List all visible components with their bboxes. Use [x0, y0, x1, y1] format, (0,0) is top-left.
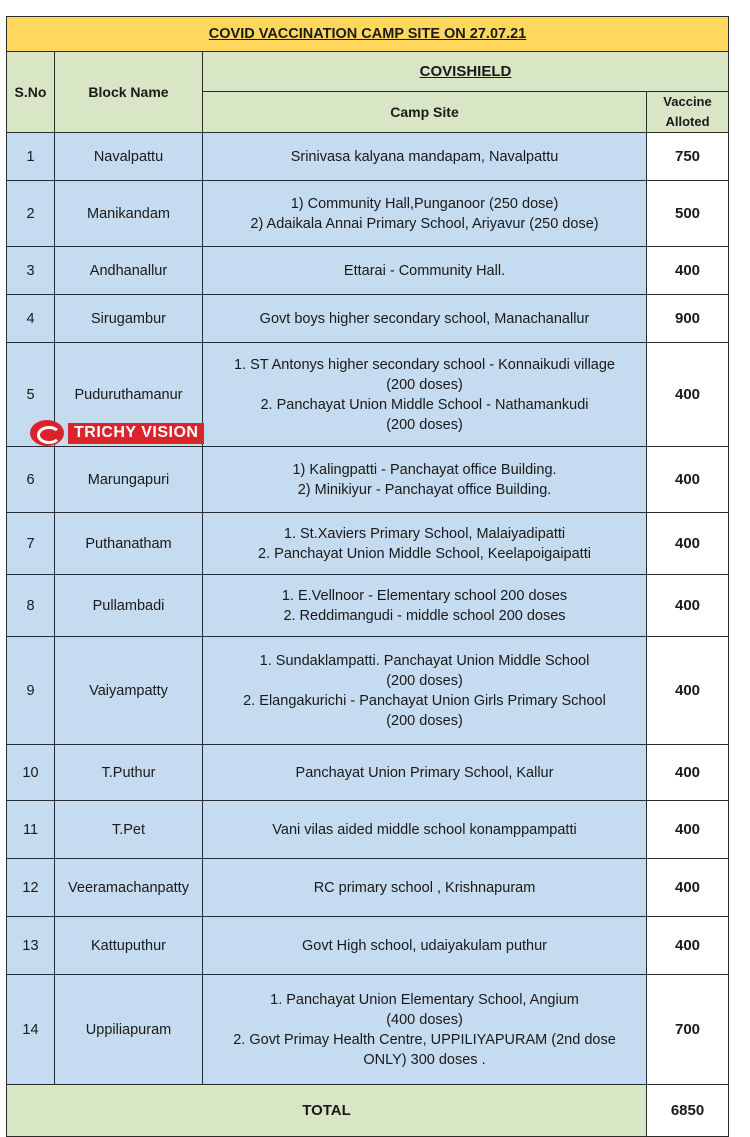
cell-block-name: Navalpattu: [55, 133, 203, 181]
camp-site-line: (200 doses): [386, 376, 463, 393]
cell-sno: 13: [7, 917, 55, 975]
cell-block-name: Sirugambur: [55, 295, 203, 343]
camp-site-line: Panchayat Union Primary School, Kallur: [295, 764, 554, 781]
header-row-1: [7, 52, 729, 92]
camp-site-line: 2. Panchayat Union Middle School, Keelapoigaipatti: [258, 545, 591, 562]
table-row: [7, 295, 729, 343]
cell-sno: 14: [7, 975, 55, 1085]
table-row: [7, 637, 729, 745]
camp-site-line: (400 doses): [386, 1011, 463, 1028]
cell-sno: 9: [7, 637, 55, 745]
cell-camp-site: [203, 801, 647, 859]
cell-sno: 8: [7, 575, 55, 637]
table-row: [7, 745, 729, 801]
cell-block-name: Uppiliapuram: [55, 975, 203, 1085]
cell-vaccine-alloted: 400: [647, 575, 729, 637]
total-value: 6850: [647, 1085, 729, 1137]
header-vaccine-alloted: [647, 92, 729, 133]
camp-site-line: 1) Community Hall,Punganoor (250 dose): [290, 195, 559, 212]
cell-camp-site: [203, 859, 647, 917]
cell-block-name: Veeramachanpatty: [55, 859, 203, 917]
header-block-name: Block Name: [55, 52, 203, 133]
cell-vaccine-alloted: 400: [647, 917, 729, 975]
camp-site-line: ONLY) 300 doses .: [363, 1051, 486, 1068]
table-row: [7, 181, 729, 247]
camp-site-line: 2. Reddimangudi - middle school 200 doses: [283, 607, 566, 624]
cell-block-name: T.Puthur: [55, 745, 203, 801]
cell-vaccine-alloted: 900: [647, 295, 729, 343]
vaccination-table: [6, 16, 729, 1137]
camp-site-line: Govt boys higher secondary school, Manachanallur: [259, 310, 590, 327]
cell-camp-site: [203, 513, 647, 575]
cell-camp-site: [203, 247, 647, 295]
camp-site-line: 2. Elangakurichi - Panchayat Union Girls Primary School: [243, 692, 606, 709]
cell-camp-site: [203, 575, 647, 637]
cell-block-name: Puduruthamanur: [55, 343, 203, 447]
table-row: [7, 801, 729, 859]
cell-block-name: Vaiyampatty: [55, 637, 203, 745]
header-camp-site: Camp Site: [203, 92, 647, 133]
cell-vaccine-alloted: 400: [647, 801, 729, 859]
total-row: [7, 1085, 729, 1137]
cell-vaccine-alloted: 400: [647, 343, 729, 447]
watermark-text: TRICHY VISION: [74, 423, 199, 441]
cell-vaccine-alloted: 400: [647, 637, 729, 745]
table-row: [7, 513, 729, 575]
cell-camp-site: [203, 181, 647, 247]
camp-site-line: 2. Panchayat Union Middle School - Nathamankudi: [260, 396, 589, 413]
camp-site-line: 1. Sundaklampatti. Panchayat Union Middle School: [259, 652, 590, 669]
cell-camp-site: [203, 917, 647, 975]
camp-site-line: Govt High school, udaiyakulam puthur: [301, 937, 548, 954]
cell-vaccine-alloted: 500: [647, 181, 729, 247]
cell-sno: 11: [7, 801, 55, 859]
cell-sno: 7: [7, 513, 55, 575]
cell-sno: 12: [7, 859, 55, 917]
camp-site-line: RC primary school , Krishnapuram: [313, 879, 536, 896]
camp-site-line: 1. ST Antonys higher secondary school - Konnaikudi village: [234, 356, 615, 373]
cell-block-name: Manikandam: [55, 181, 203, 247]
table-row: [7, 859, 729, 917]
header-vaccine-line2: Alloted: [665, 114, 710, 129]
camp-site-line: (200 doses): [386, 416, 463, 433]
cell-camp-site: [203, 637, 647, 745]
total-label: TOTAL: [7, 1085, 647, 1137]
cell-block-name: Andhanallur: [55, 247, 203, 295]
header-covishield: COVISHIELD: [203, 52, 729, 92]
camp-site-line: (200 doses): [386, 712, 463, 729]
camp-site-line: 1) Kalingpatti - Panchayat office Building.: [292, 461, 557, 478]
camp-site-line: Srinivasa kalyana mandapam, Navalpattu: [290, 148, 559, 165]
cell-sno: 2: [7, 181, 55, 247]
cell-block-name: T.Pet: [55, 801, 203, 859]
table-row: [7, 133, 729, 181]
table-row: [7, 343, 729, 447]
table-row: [7, 247, 729, 295]
cell-block-name: Marungapuri: [55, 447, 203, 513]
camp-site-line: 2) Adaikala Annai Primary School, Ariyavur (250 dose): [250, 215, 599, 232]
cell-sno: 3: [7, 247, 55, 295]
header-vaccine-line1: Vaccine: [663, 94, 712, 109]
cell-block-name: Puthanatham: [55, 513, 203, 575]
camp-site-line: 1. St.Xaviers Primary School, Malaiyadipatti: [283, 525, 566, 542]
cell-vaccine-alloted: 700: [647, 975, 729, 1085]
cell-vaccine-alloted: 400: [647, 745, 729, 801]
cell-camp-site: [203, 133, 647, 181]
camp-site-line: Vani vilas aided middle school konamppampatti: [272, 821, 577, 838]
camp-site-line: 2) Minikiyur - Panchayat office Building.: [297, 481, 552, 498]
cell-sno: 6: [7, 447, 55, 513]
cell-camp-site: [203, 343, 647, 447]
table-row: [7, 975, 729, 1085]
cell-block-name: Kattuputhur: [55, 917, 203, 975]
cell-vaccine-alloted: 400: [647, 859, 729, 917]
table-row: [7, 917, 729, 975]
cell-vaccine-alloted: 750: [647, 133, 729, 181]
cell-vaccine-alloted: 400: [647, 447, 729, 513]
cell-block-name: Pullambadi: [55, 575, 203, 637]
camp-site-line: 2. Govt Primay Health Centre, UPPILIYAPURAM (2nd dose: [233, 1031, 616, 1048]
cell-vaccine-alloted: 400: [647, 513, 729, 575]
cell-camp-site: [203, 295, 647, 343]
header-sno: S.No: [7, 52, 55, 133]
table-title: COVID VACCINATION CAMP SITE ON 27.07.21: [7, 17, 729, 52]
camp-site-line: (200 doses): [386, 672, 463, 689]
cell-camp-site: [203, 975, 647, 1085]
cell-sno: 5: [7, 343, 55, 447]
camp-site-line: Ettarai - Community Hall.: [343, 262, 506, 279]
cell-camp-site: [203, 745, 647, 801]
cell-camp-site: [203, 447, 647, 513]
cell-sno: 4: [7, 295, 55, 343]
title-row: [7, 17, 729, 52]
cell-sno: 10: [7, 745, 55, 801]
table-row: [7, 447, 729, 513]
camp-site-line: 1. Panchayat Union Elementary School, Angium: [270, 991, 579, 1008]
camp-site-line: 1. E.Vellnoor - Elementary school 200 doses: [281, 587, 568, 604]
cell-sno: 1: [7, 133, 55, 181]
cell-vaccine-alloted: 400: [647, 247, 729, 295]
table-row: [7, 575, 729, 637]
